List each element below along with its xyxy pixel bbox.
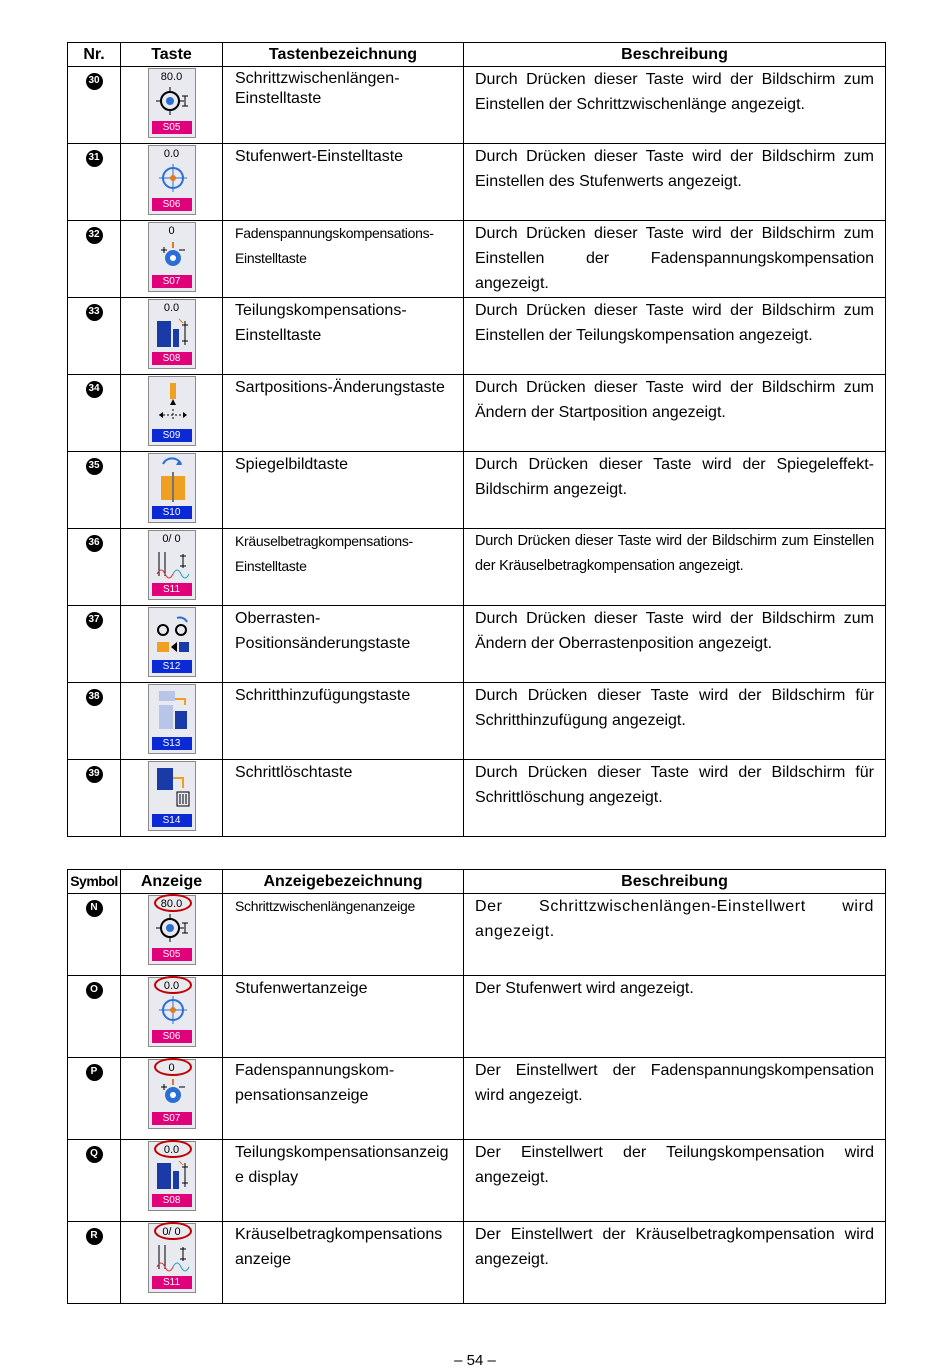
key-description: Durch Drücken dieser Taste wird der Spiegeleffekt-Bildschirm angezeigt. [464,452,886,529]
row-number: 33 [86,304,103,321]
thread-tension-key: 0 S07 [148,222,196,292]
table-row [68,298,886,375]
header-symbol: Symbol [68,870,121,894]
pitch-compensation-display: 0.0 S08 [148,1141,196,1211]
key-description: Durch Drücken dieser Taste wird der Bildschirm zum Einstellen der Fadenspannungskompensation angezeigt. [464,221,886,298]
key-name: Stufenwert-Einstelltaste [223,144,464,221]
pitch-compensation-icon [153,315,193,351]
table-row [68,67,886,144]
row-number: 30 [86,73,103,90]
display-name: Kräuselbetragkompensationsanzeige [223,1222,464,1304]
start-position-icon [153,379,193,427]
display-description: Der Schrittzwischenlängen-Einstellwert wird angezeigt. [464,894,886,976]
gather-amount-display: 0/ 0 S11 [148,1223,196,1293]
display-name: Fadenspannungskom-pensationsanzeige [223,1058,464,1140]
header-taste: Taste [121,43,223,67]
gather-amount-icon [153,546,193,582]
table-row [68,529,886,606]
display-description: Der Einstellwert der Kräuselbetragkompensation wird angezeigt. [464,1222,886,1304]
step-add-icon [153,687,193,735]
row-number: 38 [86,689,103,706]
row-symbol: P [86,1064,103,1081]
start-position-key: S09 [148,376,196,446]
key-name: Oberrasten-Positionsänderungstaste [223,606,464,683]
key-name: Schrittzwischenlängen-Einstelltaste [223,67,464,144]
upper-feed-position-key: S12 [148,607,196,677]
table-row [68,221,886,298]
stitch-length-icon [153,911,193,947]
key-description: Durch Drücken dieser Taste wird der Bildschirm zum Ändern der Startposition angezeigt. [464,375,886,452]
mirror-image-icon [153,456,193,504]
page-number: – 54 – [454,1352,496,1369]
key-description: Durch Drücken dieser Taste wird der Bildschirm für Schrittlöschung angezeigt. [464,760,886,837]
table-row [68,683,886,760]
step-add-key: S13 [148,684,196,754]
header-anzeigebezeichnung: Anzeigebezeichnung [223,870,464,894]
row-number: 37 [86,612,103,629]
key-name: Schritthinzufügungstaste [223,683,464,760]
row-number: 39 [86,766,103,783]
table-row [68,144,886,221]
step-value-key: 0.0 S06 [148,145,196,215]
row-number: 35 [86,458,103,475]
pitch-compensation-icon [153,1157,193,1193]
row-number: 36 [86,535,103,552]
table-row [68,452,886,529]
key-description: Durch Drücken dieser Taste wird der Bildschirm zum Einstellen der Teilungskompensation angezeigt. [464,298,886,375]
stitch-length-key: 80.0 S05 [148,68,196,138]
display-description: Der Stufenwert wird angezeigt. [464,976,886,1058]
header-beschreibung: Beschreibung [464,870,886,894]
table-row [68,1140,886,1222]
key-description: Durch Drücken dieser Taste wird der Bildschirm zum Ändern der Oberrastenposition angezeigt. [464,606,886,683]
row-symbol: O [86,982,103,999]
thread-tension-display: 0 S07 [148,1059,196,1129]
header-nr: Nr. [68,43,121,67]
row-symbol: Q [86,1146,103,1163]
display-name: Stufenwertanzeige [223,976,464,1058]
key-name: Fadenspannungskompensations-Einstelltaste [223,221,464,298]
key-description: Durch Drücken dieser Taste wird der Bildschirm zum Einstellen der Schrittzwischenlänge angezeigt. [464,67,886,144]
table-row [68,1222,886,1304]
key-name: Sartpositions-Änderungstaste [223,375,464,452]
step-value-icon [153,993,193,1029]
row-number: 32 [86,227,103,244]
row-symbol: R [86,1228,103,1245]
table-row [68,976,886,1058]
gather-amount-icon [153,1239,193,1275]
gather-amount-key: 0/ 0 S11 [148,530,196,600]
key-name: Spiegelbildtaste [223,452,464,529]
pitch-compensation-key: 0.0 S08 [148,299,196,369]
row-number: 31 [86,150,103,167]
step-value-display: 0.0 S06 [148,977,196,1047]
key-description: Durch Drücken dieser Taste wird der Bildschirm zum Einstellen der Kräuselbetragkompensation angezeigt. [464,529,886,606]
header-beschreibung: Beschreibung [464,43,886,67]
upper-feed-position-icon [153,610,193,658]
key-table-header [68,43,886,67]
thread-tension-icon [153,238,193,274]
key-name: Schrittlöschtaste [223,760,464,837]
display-description: Der Einstellwert der Fadenspannungskompensation wird angezeigt. [464,1058,886,1140]
mirror-image-key: S10 [148,453,196,523]
key-description: Durch Drücken dieser Taste wird der Bildschirm für Schritthinzufügung angezeigt. [464,683,886,760]
key-table [67,42,886,837]
key-name: Kräuselbetragkompensations-Einstelltaste [223,529,464,606]
stitch-length-display: 80.0 S05 [148,895,196,965]
step-delete-icon [153,764,193,812]
table-row [68,375,886,452]
display-description: Der Einstellwert der Teilungskompensation wird angezeigt. [464,1140,886,1222]
step-value-icon [153,161,193,197]
step-delete-key: S14 [148,761,196,831]
table-row [68,760,886,837]
display-name: Teilungskompensationsanzeige display [223,1140,464,1222]
display-name: Schrittzwischenlängenanzeige [223,894,464,976]
table-row [68,606,886,683]
header-tastenbezeichnung: Tastenbezeichnung [223,43,464,67]
thread-tension-icon [153,1075,193,1111]
header-anzeige: Anzeige [121,870,223,894]
key-name: Teilungskompensations-Einstelltaste [223,298,464,375]
table-row [68,894,886,976]
key-description: Durch Drücken dieser Taste wird der Bildschirm zum Einstellen des Stufenwerts angezeigt. [464,144,886,221]
stitch-length-icon [153,84,193,120]
row-symbol: N [86,900,103,917]
display-table-header [68,870,886,894]
table-row [68,1058,886,1140]
display-table [67,869,886,1304]
row-number: 34 [86,381,103,398]
